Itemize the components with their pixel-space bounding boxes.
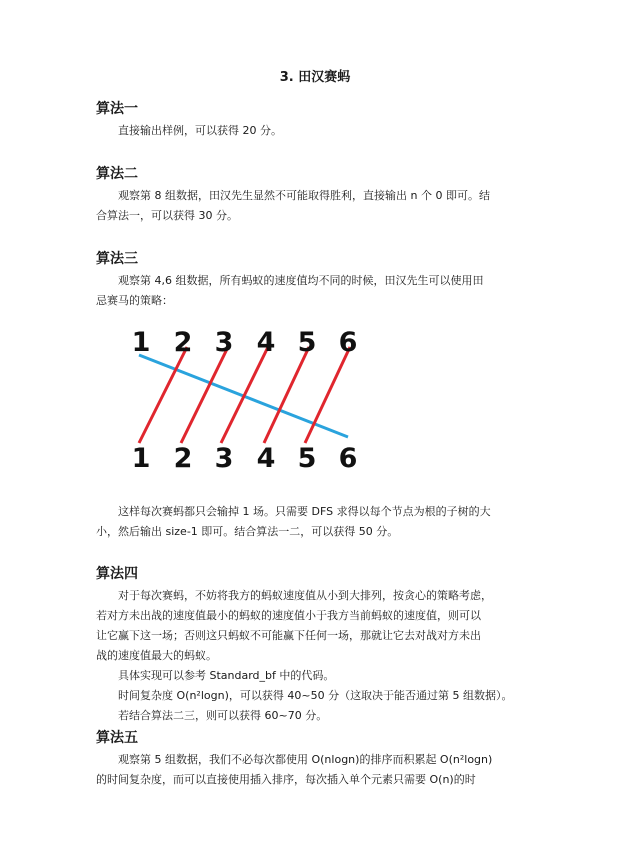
top-label-5: 5 [297, 327, 317, 358]
match-line-1 [139, 347, 187, 443]
paragraph-line: 时间复杂度 O(n²logn)，可以获得 40~50 分（这取决于能否通过第 5 组数据）。 [118, 689, 513, 702]
bottom-label-5: 5 [297, 443, 317, 474]
top-label-1: 1 [131, 327, 151, 358]
bottom-label-6: 6 [338, 443, 358, 474]
top-label-4: 4 [256, 327, 276, 358]
top-label-6: 6 [338, 327, 358, 358]
paragraph-line: 对于每次赛蚂，不妨将我方的蚂蚁速度值从小到大排列，按贪心的策略考虑， [118, 589, 492, 602]
paragraph-line: 的时间复杂度，而可以直接使用插入排序，每次插入单个元素只需要 O(n)的时 [96, 773, 476, 786]
section-heading-5: 算法五 [96, 730, 138, 746]
section-heading-2: 算法二 [96, 166, 138, 182]
paragraph-line: 小，然后输出 size-1 即可。结合算法一二，可以获得 50 分。 [96, 525, 399, 538]
match-line-2 [181, 347, 228, 443]
paragraph-line: 若结合算法二三，则可以获得 60~70 分。 [118, 709, 328, 722]
bottom-label-4: 4 [256, 443, 276, 474]
section-body-3-after [96, 502, 536, 542]
bottom-label-3: 3 [214, 443, 234, 474]
match-line-4 [264, 347, 309, 443]
bottom-label-1: 1 [131, 443, 151, 474]
paragraph-line: 忌赛马的策略： [96, 294, 173, 307]
page-title: 3. 田汉赛蚂 [279, 70, 351, 85]
section-heading-4: 算法四 [96, 566, 138, 582]
section-body-5 [96, 750, 536, 790]
paragraph-line: 让它赢下这一场；否则这只蚂蚁不可能赢下任何一场，那就让它去对战对方未出 [96, 629, 481, 642]
paragraph-line: 观察第 4,6 组数据，所有蚂蚁的速度值均不同的时候，田汉先生可以使用田 [118, 274, 484, 287]
top-label-2: 2 [173, 327, 193, 358]
paragraph-line: 观察第 5 组数据，我们不必每次都使用 O(nlogn)的排序而积累起 O(n²logn) [118, 753, 493, 766]
bottom-label-2: 2 [173, 443, 193, 474]
paragraph-line: 合算法一，可以获得 30 分。 [96, 209, 238, 222]
paragraph-line: 具体实现可以参考 Standard_bf 中的代码。 [118, 669, 335, 682]
section-heading-3: 算法三 [96, 251, 138, 267]
paragraph-line: 这样每次赛蚂都只会输掉 1 场。只需要 DFS 求得以每个节点为根的子树的大 [118, 505, 491, 518]
section-body-4 [96, 586, 536, 726]
section-heading-1: 算法一 [96, 101, 138, 117]
paragraph-line: 战的速度值最大的蚂蚁。 [96, 649, 217, 662]
top-label-3: 3 [214, 327, 234, 358]
paragraph-line: 直接输出样例，可以获得 20 分。 [118, 124, 282, 137]
paragraph-line: 观察第 8 组数据，田汉先生显然不可能取得胜利，直接输出 n 个 0 即可。结 [118, 189, 490, 202]
paragraph-line: 若对方未出战的速度值最小的蚂蚁的速度值小于我方当前蚂蚁的速度值，则可以 [96, 609, 481, 622]
match-line-3 [221, 347, 268, 443]
